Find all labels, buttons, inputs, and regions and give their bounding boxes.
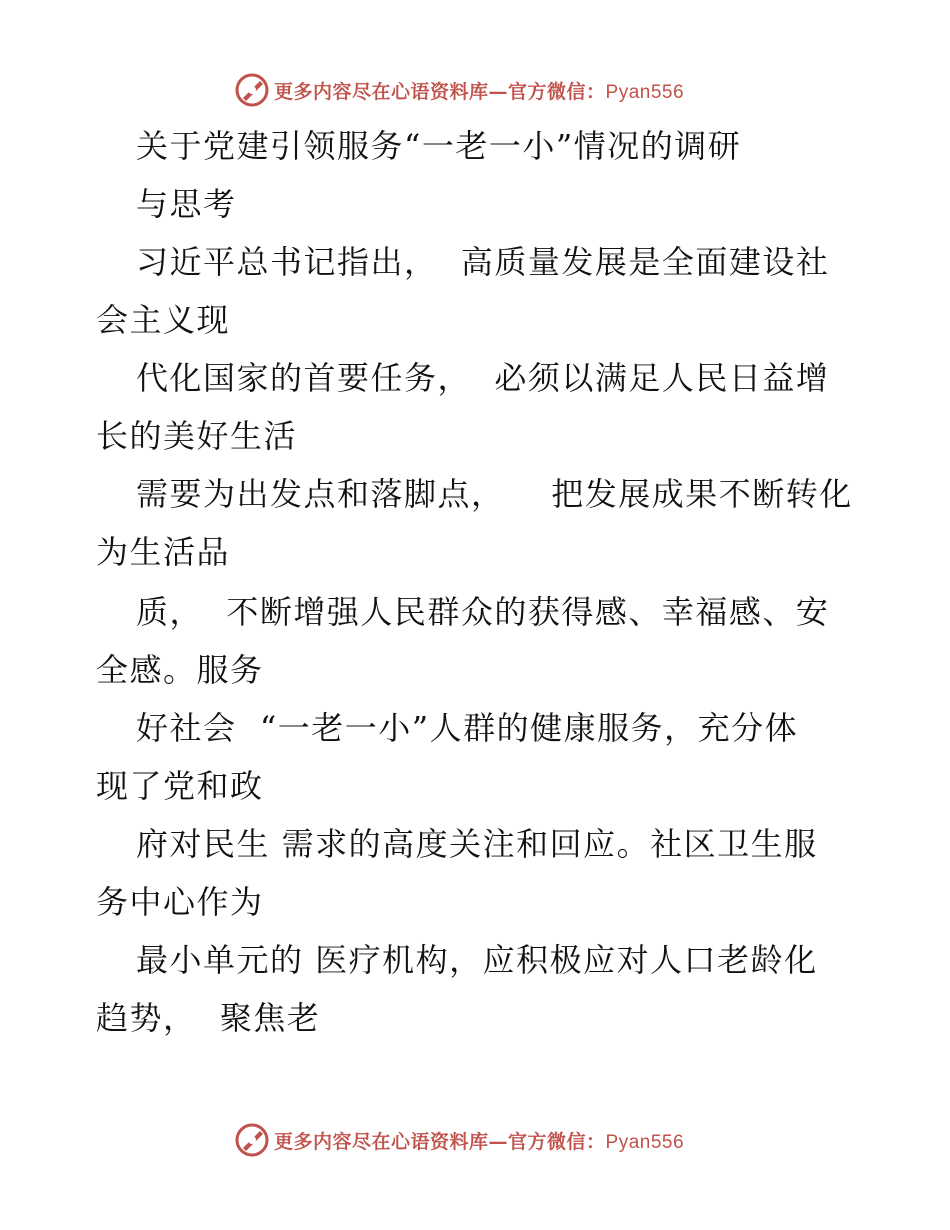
body-text-line: 最小单元的 医疗机构，应积极应对人口老龄化 [136,941,818,979]
watermark-text: 更多内容尽在心语资料库—官方微信：Pyan556 [274,80,685,103]
body-text-line: 需要为出发点和落脚点， 把发展成果不断转化 [136,475,853,513]
body-text-line: 府对民生 需求的高度关注和回应。社区卫生服 [136,825,818,863]
body-text-line: 好社会 “一老一小”人群的健康服务，充分体 [136,709,799,747]
body-text-line: 现了党和政 [96,767,264,805]
watermark-logo-icon [234,1122,270,1158]
body-text-line: 长的美好生活 [96,417,298,455]
body-text-line: 全感。服务 [96,651,264,689]
document-title-line-2: 与思考 [136,185,237,223]
watermark-logo-icon [234,72,270,108]
body-text-line: 会主义现 [96,301,231,339]
watermark-footer [234,1122,684,1158]
body-text-line: 为生活品 [96,533,231,571]
body-text-line: 习近平总书记指出， 高质量发展是全面建设社 [136,243,830,281]
watermark-text: 更多内容尽在心语资料库—官方微信：Pyan556 [274,1130,685,1153]
watermark-header [234,72,684,108]
body-text-line: 代化国家的首要任务， 必须以满足人民日益增 [136,359,830,397]
body-text-line: 趋势， 聚焦老 [96,999,321,1037]
body-text-line: 质， 不断增强人民群众的获得感、幸福感、安 [136,593,830,631]
body-text-line: 务中心作为 [96,883,264,921]
document-title-line-1: 关于党建引领服务“一老一小”情况的调研 [136,127,742,165]
